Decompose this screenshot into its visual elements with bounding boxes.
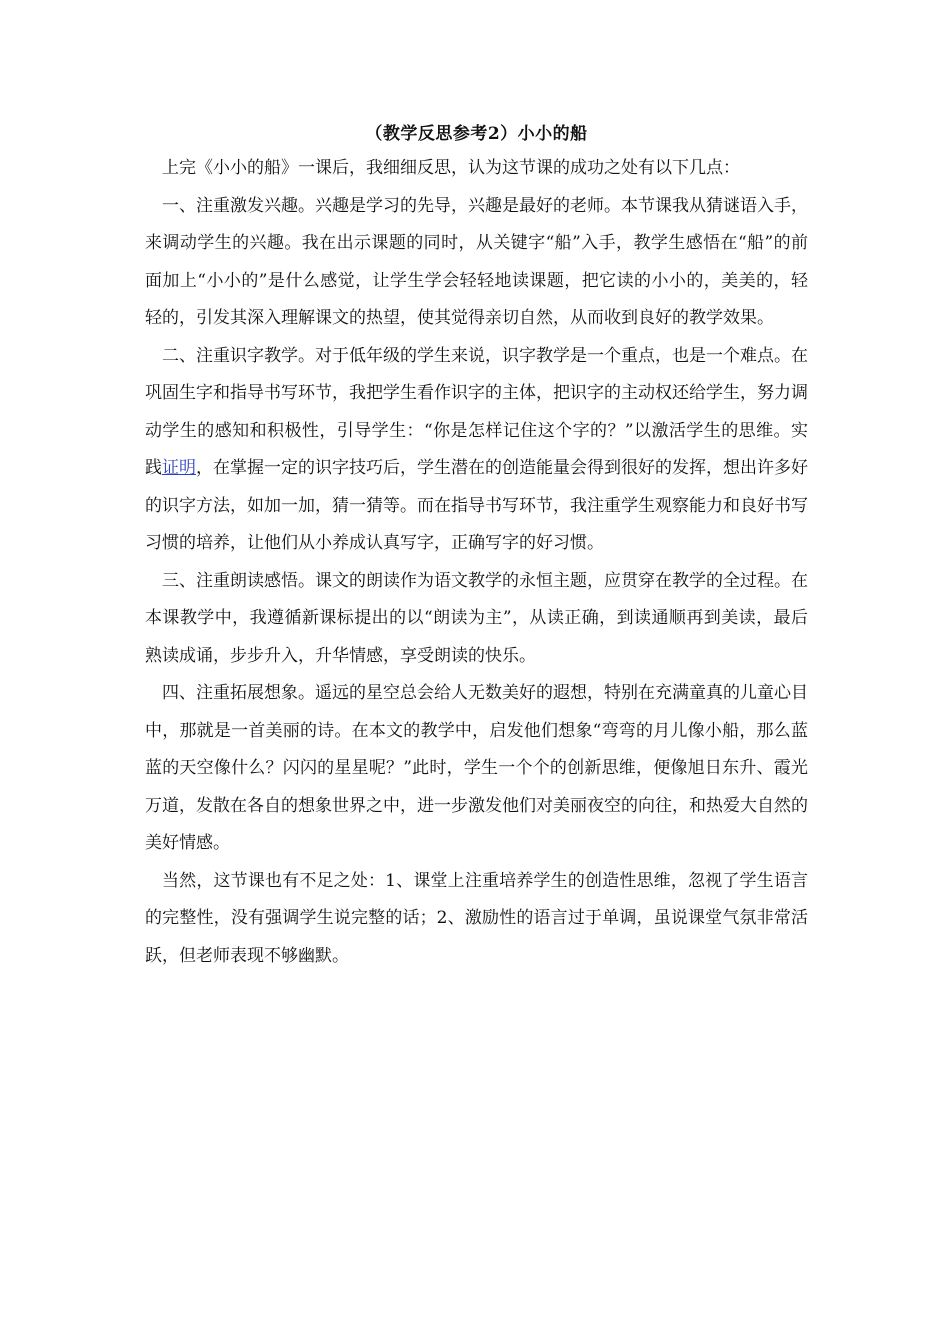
paragraph-literacy: [145, 338, 808, 563]
paragraph-interest: 一、注重激发兴趣。兴趣是学习的先导，兴趣是最好的老师。本节课我从猜谜语入手，来调动学生的兴趣。我在出示课题的同时，从关键字“船”入手，教学生感悟在“船”的前面加上“小小的”是什么感觉，让学生学会轻轻地读课题，把它读的小小的，美美的，轻轻的，引发其深入理解课文的热望，使其觉得亲切自然，从而收到良好的教学效果。: [145, 195, 808, 328]
proof-link[interactable]: 证明: [162, 458, 196, 478]
paragraph-literacy-before: 二、注重识字教学。对于低年级的学生来说，识字教学是一个重点，也是一个难点。在巩固生字和指导书写环节，我把学生看作识字的主体，把识字的主动权还给学生，努力调动学生的感知和积极性，引导学生：“你是怎样记住这个字的？”以激活学生的思维。实践: [145, 345, 808, 478]
document-title: （教学反思参考2）小小的船: [365, 124, 588, 144]
paragraph-imagination: 四、注重拓展想象。遥远的星空总会给人无数美好的遐想，特别在充满童真的儿童心目中，那就是一首美丽的诗。在本文的教学中，启发他们想象“弯弯的月儿像小船，那么蓝蓝的天空像什么？闪闪的星星呢？”此时，学生一个个的创新思维，便像旭日东升、霞光万道，发散在各自的想象世界之中，进一步激发他们对美丽夜空的向往，和热爱大自然的美好情感。: [145, 683, 808, 853]
paragraph-intro: 上完《小小的船》一课后，我细细反思，认为这节课的成功之处有以下几点：: [162, 158, 740, 178]
paragraph-shortcomings: 当然，这节课也有不足之处：1、课堂上注重培养学生的创造性思维，忽视了学生语言的完整性，没有强调学生说完整的话；2、激励性的语言过于单调，虽说课堂气氛非常活跃，但老师表现不够幽默。: [145, 870, 808, 966]
paragraph-literacy-after: ，在掌握一定的识字技巧后，学生潜在的创造能量会得到很好的发挥，想出许多好的识字方法，如加一加，猜一猜等。而在指导书写环节，我注重学生观察能力和良好书写习惯的培养，让他们从小养成认真写字，正确写字的好习惯。: [145, 458, 808, 553]
paragraph-reading: 三、注重朗读感悟。课文的朗读作为语文教学的永恒主题，应贯穿在教学的全过程。在本课教学中，我遵循新课标提出的以“朗读为主”，从读正确，到读通顺再到美读，最后熟读成诵，步步升入，升华情感，享受朗读的快乐。: [145, 570, 808, 666]
document-page: [145, 120, 808, 975]
